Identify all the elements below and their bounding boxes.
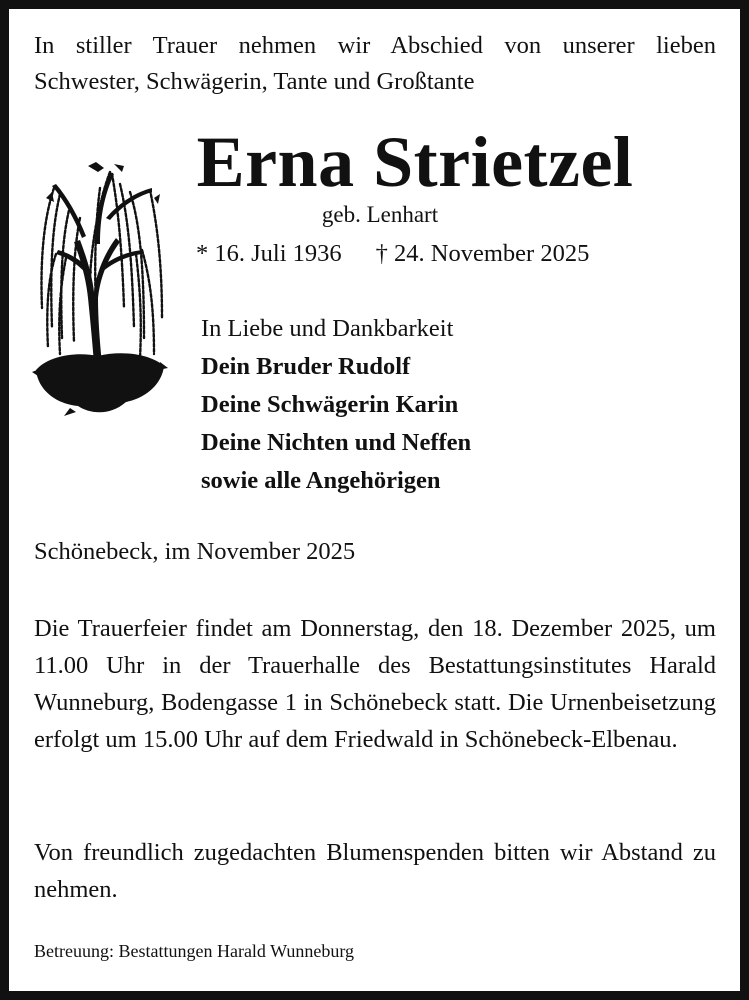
- intro-line-2: Schwester, Schwägerin, Tante und Großtante: [34, 68, 475, 95]
- maiden-name: geb. Lenhart: [321, 202, 439, 227]
- mourners-intro: In Liebe und Dankbarkeit: [201, 315, 454, 342]
- deceased-name: Erna Strietzel: [196, 122, 634, 202]
- death-date: † 24. November 2025: [375, 240, 590, 267]
- birth-date: * 16. Juli 1936: [196, 240, 342, 267]
- intro-text: [34, 28, 716, 100]
- life-dates: [196, 238, 589, 270]
- ceremony-text: Die Trauerfeier findet am Donnerstag, den 18. Dezember 2025, um 11.00 Uhr in der Trauerhalle des Bestattungsinstitutes Harald Wunneburg, Bodengasse 1 in Schönebeck statt. Die Urnenbeisetzung erfolgt um 15.00 Uhr auf dem Friedwald in Schönebeck-Elbenau.: [34, 615, 716, 753]
- care-credit: Betreuung: Bestattungen Harald Wunneburg: [34, 941, 355, 961]
- mourner-name: Dein Bruder Rudolf: [201, 353, 411, 380]
- flowers-text: Von freundlich zugedachten Blumenspenden bitten wir Abstand zu nehmen.: [34, 839, 716, 903]
- intro-line-1: In stiller Trauer nehmen wir Abschied von unserer lieben: [34, 32, 716, 59]
- mourners-block: [201, 310, 471, 500]
- mourner-name: Deine Schwägerin Karin: [201, 391, 459, 418]
- place-date: Schönebeck, im November 2025: [34, 538, 356, 565]
- mourner-name: Deine Nichten und Neffen: [201, 429, 472, 456]
- mourner-name: sowie alle Angehörigen: [201, 467, 441, 494]
